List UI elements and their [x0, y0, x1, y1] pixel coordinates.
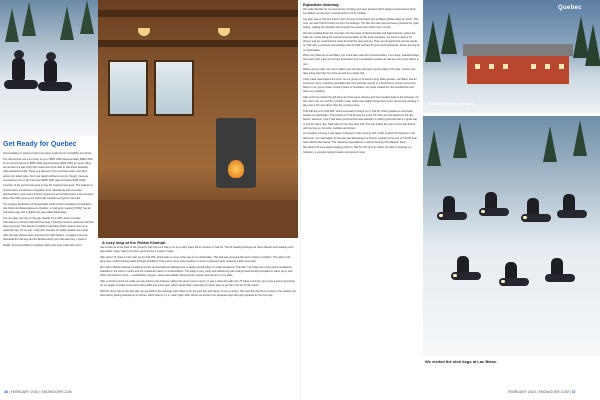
relais-kiwinak-interior-photo: [98, 0, 298, 238]
body-paragraph: After a relaxing lunch we made our way back to the Auberge, taking the same route to return. It was a short day with only 75 miles round trip, but it was a good opportunity for our leader to judge everyone's riding skills and snow gear, which would help in planning for future days to get the most out of the region.: [100, 279, 296, 288]
lac-blanc-lodge-photo: [423, 0, 600, 113]
body-paragraph: We rode to Relais Kiwinak, located at Centre du Parcrejeune Mastigouche, a family-owned lodge on a lake located on Trail 340. The lodge has rooms accommodations available in the winter months and the restaurant caters to snowmobilers. The lodge is very rustic and welcoming with a large wood-burning fireplace to warm up by and offers the basics for food — sandwiches, burgers, soups and salads ordered at the counter and served to your table.: [100, 265, 293, 278]
left-folio: 36 | FEBRUARY 2020 | SNOWGOER.COM: [4, 390, 72, 394]
body-paragraph: Before going inside, we took a walk to see the dog sled teams at the edge of the lake. Visitors can take a dog sled ride from here as well as a sleigh ride.: [303, 68, 416, 76]
issue-date: FEBRUARY 2020: [508, 390, 536, 394]
interior-photo-caption: A cozy stop at the Relais Kiwinak.: [102, 240, 167, 245]
body-paragraph: Trail 340 led us to Trail 350, which eventually brought us to Trail 63, which guided us north back toward our destination. This portion of Trail 63 was the same 23 miles we had started on the day before. However, now it had been groomed and was beautiful. A freshly groomed trail is a great way to end the day's ride. Total miles for the day were 125. The day ended the same as the day before with fuel top up, hot tubs, cocktails and dinner.: [303, 110, 418, 130]
gutter: [300, 0, 301, 400]
body-paragraph: Our plan was to ride 112 miles in the morning to Parcvolée du Lac Blanc (White Lake) for lunch. This time, we took Trail 63 south out from the Auberge. The first 20 miles had just been groomed the night before, making the beautiful ride through the woods even better than normal.: [303, 17, 419, 30]
body-paragraph: After about 15 miles on this trail, we hit Trail 350, which took us most of the way to our destination. This trail was groomed flat and in pristine condition. The trails in the area were mostly twisting paths through woodland. There were some steep sections of more overgrown trees requiring a little more care.: [100, 255, 291, 264]
sidebar-paragraph: The Quebec Federation of Snowmobile Clubs (which translates to Fédération des Clubs de Motoneigistes du Québec, or trail signs reading FCMQ) has an interactive app with a digital trail map called iMotoneige.: [3, 202, 92, 215]
site-name: SNOWGOER.COM: [41, 390, 72, 394]
sidebar-title: Get Ready for Quebec: [3, 141, 77, 148]
left-body-text: [100, 246, 296, 300]
sidebar-paragraph: A portion of the permit cost goes to pay the required insurance. The balance is split between a volunteer recognition fund, advertising and promotion, administrative costs and a fund for equipment and infrastructure improvements. More than 50% goes to the clubs that maintain and groom the trails.: [3, 184, 94, 201]
right-folio: FEBRUARY 2020 | SNOWGOER.COM | 37: [508, 390, 576, 394]
sidebar-paragraph: You can plan your trip on the app, decide for a GPS, and it provides information on closed trails and how long it has been since a particular trail has been groomed. This feature is helpful in deciding which route to take on a particular day. On our trip, Cody who reached out (have loaded upon what trails the app showed were groomed the night before). I suggest everyone download the trail app and be flexible about your ride each day. I loved it!: [3, 216, 94, 241]
body-paragraph: was a trail out of the back of the property that took us a mile or so up a fairly steep hill to connect to Trail 63. The 63 heading Auberge du Vieux-Moulin and heading north was a little rough, having not been groomed for a couple of days.: [100, 246, 294, 254]
snowmobilers-photo: [0, 0, 98, 136]
issue-date: FEBRUARY 2020: [10, 390, 39, 394]
sidebar-paragraph: Finally, all snowmobiles on Quebec trails must have a left-side mirror.: [3, 243, 83, 247]
sidebar-text: [3, 152, 94, 249]
sidebar-paragraph: Snowmobilers in Quebec trails must have a trail permit and liability insurance.: [3, 152, 92, 155]
page-number: 37: [571, 390, 576, 394]
lodge-photo-caption: Pourvoirie du Lac Blanc.: [428, 101, 475, 106]
right-body-text: [303, 3, 420, 156]
body-paragraph: After lunch we visited the gift shop and took some pictures and then headed back to the Auberge. On this return trip, we took the northern route, which was slightly longer but not as narrow and winding. It also was a bit more direct than the morning route.: [303, 96, 419, 108]
sidebar-paragraph: The trail permits are a lot pricey at up to $550 CND (approximately $380 USD) for an annual permit or $360 CND (approximately $260 USD) for seven days, but we feel it is well worth the investment to be able to ride these beautiful, well-maintained trails. There is a discount if you purchase early, and other options for fewer days. Don't get caught without a permit, though, because overhearing one on the trail costs $600 CND (approximately $435 USD).: [3, 157, 93, 182]
site-name: SNOWGOER.COM: [538, 390, 569, 394]
body-paragraph: We started off once again heading north on Trail 63, this time for about 15 miles to Auberge Le Cabanon, a popular lodging location and ground meal: [303, 146, 412, 154]
body-paragraph: We woke Monday for our second day of riding and were greeted with 0-degree temperatures when we walked out the door. It would climb to 10 by midday.: [303, 8, 416, 16]
body-paragraph: When we pulled up to Lac Blanc, the entire lawn was full of snowmobiles. It is a large, beautiful lodge, and resort with a bar and lounge downstairs and a restaurant upstairs as well as rooms and cabins to rent.: [303, 54, 420, 66]
page-number: 36: [4, 390, 8, 394]
section-tab: Quebec: [558, 5, 582, 11]
sled-group-photo: [423, 116, 600, 356]
body-paragraph: With the short ride on this first day, we got back to the Auberge and fueled up for the next day with plenty of time to spare. We used this free time to relax in the outdoor hot tubs before getting cleaned up for dinner, which was at 7 p.m. each night. After dinner we all went our separate ways and got prepared for the next day.: [100, 289, 296, 298]
sled-photo-caption: We visited the sled dogs at Lac Blanc.: [425, 359, 498, 364]
body-paragraph: On Tuesday morning it was again 0 degrees in the morning with a high of about 15 degrees in the afternoon. Our destination for the day was Restaurant Le Tourne, located at the end of Trail 63 near Saint-Michel-des-Saints. The restaurant specializes in cuisine honoring the Matawin River.: [303, 132, 418, 144]
body-paragraph: We then headed down the mountain into the towns of Sainte-Émélie and Saint-Damien, where the trails ran mostly along the road and across fields. At this lower elevation, the snow is quite a bit thinner and we could feel the rocks beneath the skis at times. Then we plunged back into the woods on Trail 340, a narrower and winding path through patches of pines and hardwoods, before arriving at our destination.: [303, 31, 420, 52]
section-title: Exploration Underway: [303, 3, 339, 7]
body-paragraph: Cody made reservations for lunch, so our group of 12 sat at a long table upstairs. Lac Blanc has an extensive menu, including specialties like trout chowder served in a bread bowl, entrées and a few fishes in our group chose. Nothing flavor of chowders, we opted instead for club sandwiches and were very satisfied.: [303, 78, 417, 94]
